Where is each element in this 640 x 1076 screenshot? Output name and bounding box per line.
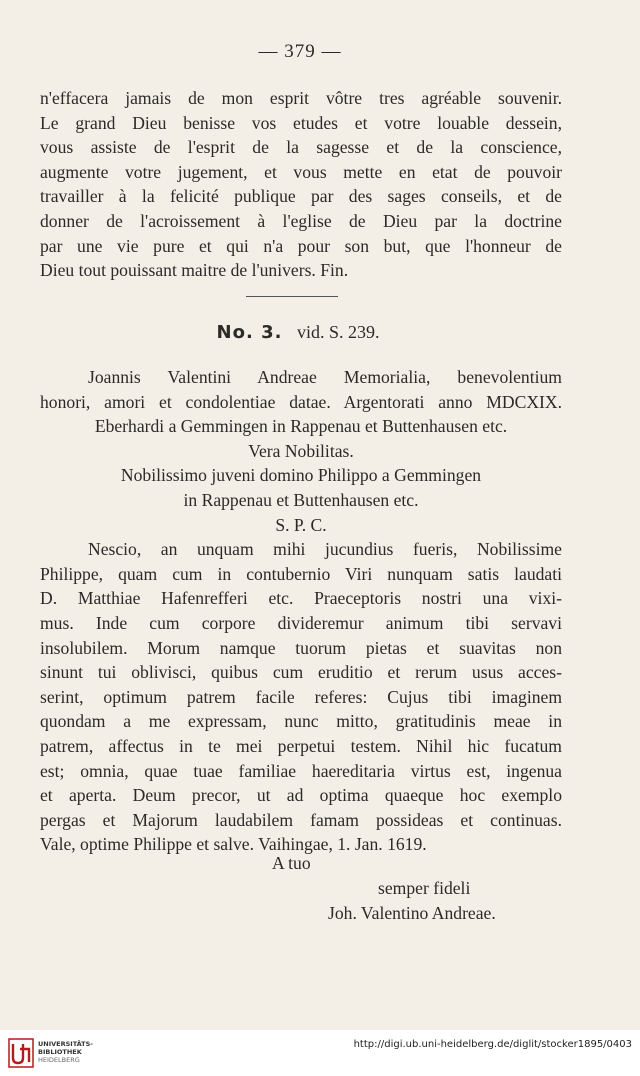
heading-line: Eberhardi a Gemmingen in Rappenau et Buttenhausen etc. [94,416,508,437]
text-line: par une vie pure et qui n'a pour son but, que l'honneur de [40,235,562,256]
letter-line: quondam a me expressam, nunc mitto, gratitudinis meae in [40,711,562,732]
text-line: vous assiste de l'esprit de la sagesse et de la conscience, [40,137,562,158]
page-number: — 379 — [258,41,342,62]
signature-line: semper fideli [378,878,471,898]
signature-line: Joh. Valentino Andreae. [328,903,496,923]
letter-line: Nescio, an unquam mihi jucundius fueris, Nobilissime [88,539,562,560]
institution-line: HEIDELBERG [38,1056,80,1064]
letter-line: est; omnia, quae tuae familiae haereditaria virtus est, ingenua [40,760,562,781]
letter-line: insolubilem. Morum namque tuorum pietas et suavitas non [40,637,562,658]
text-line: n'effacera jamais de mon esprit vôtre tres agréable souvenir. [40,88,562,108]
heading-line: Nobilissimo juveni domino Philippo a Gemmingen [120,465,482,486]
letter-line: sinunt tui oblivisci, quibus cum eruditio et rerum usus acces- [40,662,562,683]
letter-line: D. Matthiae Hafenrefferi etc. Praeceptoris nostri una vixi- [40,588,562,609]
entry-reference: vid. S. 239. [296,322,380,342]
footer-bar [0,1030,640,1076]
letter-line: pergas et Majorum laudabilem famam possideas et continuas. [40,809,562,830]
heading-line: Vera Nobilitas. [248,440,354,461]
letter-line: patrem, affectus in te mei perpetui testem. Nihil hic fucatum [40,735,562,756]
institution-name [38,1040,93,1064]
text-line: Dieu tout pouissant maitre de l'univers. Fin. [40,260,349,281]
latin-letter [40,365,562,857]
entry-heading [0,322,596,343]
section-divider [246,296,338,297]
institution-line: UNIVERSITÄTS- [38,1040,93,1048]
heading-line: honori, amori et condolentiae datae. Argentorati anno MDCXIX. [40,391,562,412]
letter-line: serint, optimum patrem facile referes: Cujus tibi imaginem [40,686,562,707]
text-line: Le grand Dieu benisse vos etudes et votre louable dessein, [40,112,562,133]
french-paragraph [40,86,562,283]
text-line: travailler à la felicité publique par des sages conseils, et de [40,186,562,207]
letter-line: Vale, optime Philippe et salve. Vaihingae, 1. Jan. 1619. [40,834,427,855]
heading-line: in Rappenau et Buttenhausen etc. [183,489,419,510]
heading-line: Joannis Valentini Andreae Memorialia, benevolentium [88,367,562,387]
letter-line: Philippe, quam cum in contubernio Viri nunquam satis laudati [40,563,562,584]
ub-heidelberg-logo-icon[interactable] [8,1038,34,1068]
letter-line: et aperta. Deum precor, ut ad optima quaeque hoc exemplo [40,785,562,806]
source-url-link[interactable]: http://digi.ub.uni-heidelberg.de/diglit/stocker1895/0403 [353,1039,632,1050]
letter-line: mus. Inde cum corpore divideremur animum tibi servavi [40,612,562,633]
text-line: augmente votre jugement, et vous mette en etat de pouvoir [40,161,562,182]
text-line: donner de l'acroissement à l'eglise de Dieu par la doctrine [40,210,562,231]
institution-line: BIBLIOTHEK [38,1048,82,1056]
heading-line: S. P. C. [275,514,327,535]
signature-line: A tuo [272,853,311,873]
entry-number: No. 3. [216,322,283,343]
